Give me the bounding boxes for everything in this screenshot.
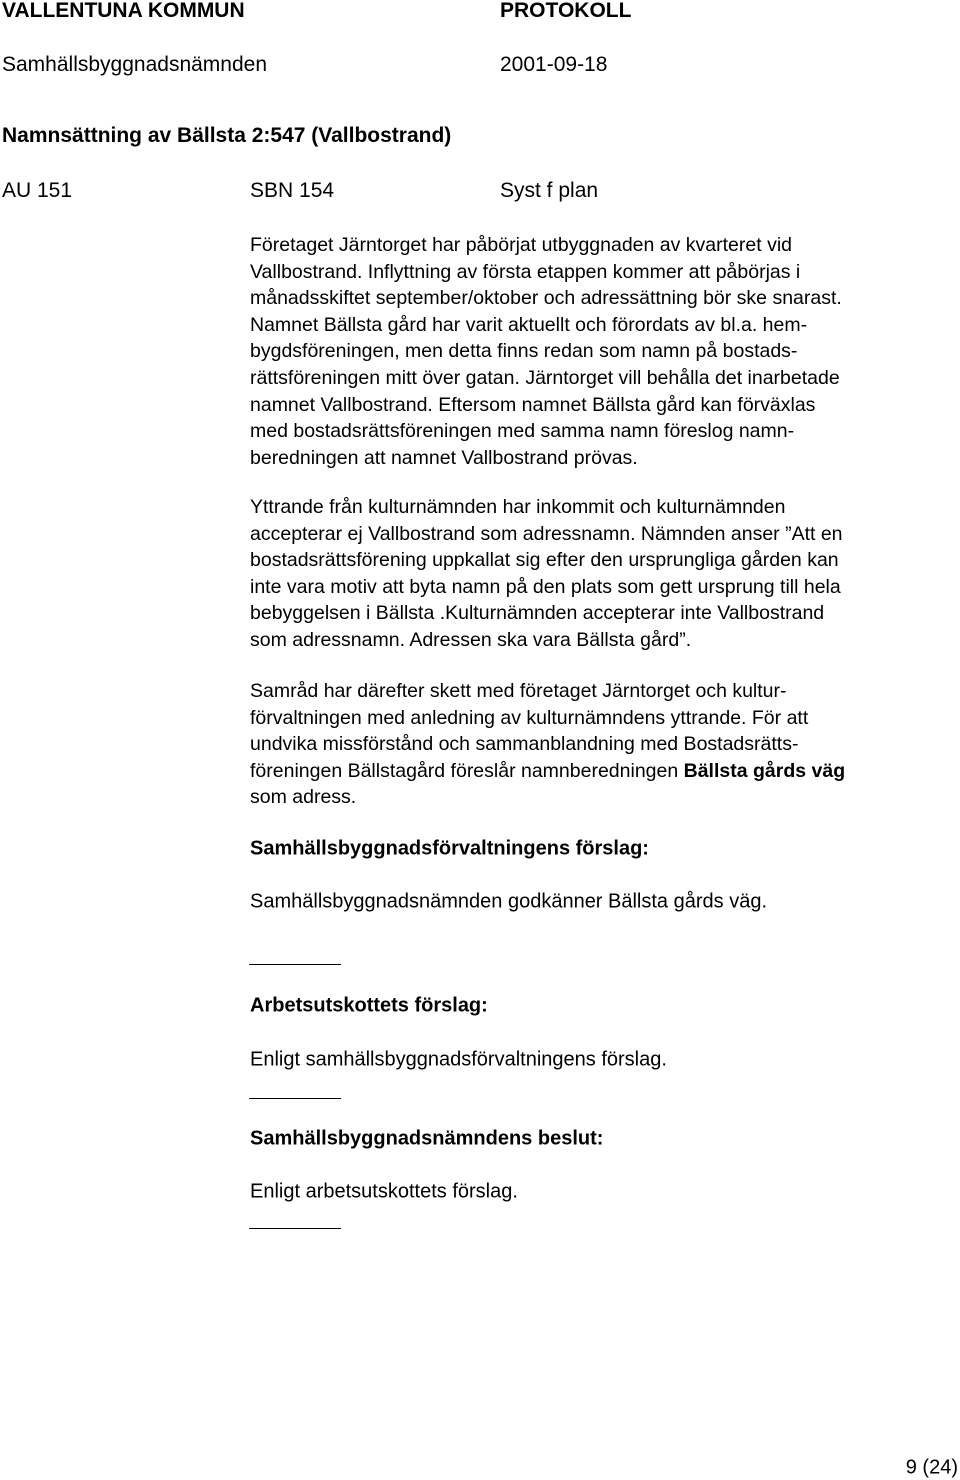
reference-unit: Syst f plan <box>500 179 599 202</box>
meeting-date: 2001-09-18 <box>500 53 608 76</box>
section-text-working-committee: Enligt samhällsbyggnadsförvaltningens förslag. <box>250 1048 667 1071</box>
text-line: som adressnamn. Adressen ska vara Bällsta gård”. <box>250 628 692 651</box>
divider <box>249 964 341 965</box>
page-number: 9 (24) <box>905 1456 958 1479</box>
document-type: PROTOKOLL <box>500 0 632 22</box>
section-heading-decision: Samhällsbyggnadsnämndens beslut: <box>250 1127 604 1150</box>
text-line: rättsföreningen mitt över gatan. Järntorget vill behålla det inarbetade <box>250 366 840 389</box>
text-line: bebyggelsen i Bällsta .Kulturnämnden accepterar inte Vallbostrand <box>250 602 825 625</box>
text-line <box>250 758 958 785</box>
text-line: accepterar ej Vallbostrand som adressnamn. Nämnden anser ”Att en <box>250 522 843 545</box>
divider <box>249 1228 341 1229</box>
text-line: månadsskiftet september/oktober och adressättning bör ske snarast. <box>250 287 842 310</box>
section-heading-working-committee: Arbetsutskottets förslag: <box>250 994 488 1017</box>
board-name: Samhällsbyggnadsnämnden <box>2 53 268 76</box>
text-line: Samråd har därefter skett med företaget Järntorget och kultur- <box>250 680 787 702</box>
paragraph-consultation <box>250 678 958 811</box>
text-line: Yttrande från kulturnämnden har inkommit och kulturnämnden <box>250 496 786 518</box>
proposed-name: Bällsta gårds väg <box>683 759 846 782</box>
text-line: Namnet Bällsta gård har varit aktuellt och förordats av bl.a. hem- <box>250 313 808 336</box>
text-line: bygdsföreningen, men detta finns redan som namn på bostads- <box>250 340 798 363</box>
text-line: Vallbostrand. Inflyttning av första etappen kommer att påbörjas i <box>250 260 801 283</box>
text-line: bostadsrättsförening uppkallat sig efter den ursprungliga gården kan <box>250 549 839 572</box>
text-line: namnet Vallbostrand. Eftersom namnet Bällsta gård kan förväxlas <box>250 393 816 416</box>
text-line: förvaltningen med anledning av kulturnämndens yttrande. För att <box>250 706 809 729</box>
text-line: som adress. <box>250 786 357 809</box>
reference-au: AU 151 <box>2 179 73 202</box>
paragraph-culture-board <box>250 494 958 654</box>
text-line: Företaget Järntorget har påbörjat utbyggnaden av kvarteret vid <box>250 234 792 256</box>
text-line: undvika missförstånd och sammanblandning med Bostadsrätts- <box>250 733 799 756</box>
text-line: med bostadsrättsföreningen med samma namn föreslog namn- <box>250 420 795 443</box>
text-line-prefix: föreningen Bällstagård föreslår namnberedningen <box>250 759 684 782</box>
page-title: Namnsättning av Bällsta 2:547 (Vallbostrand) <box>2 124 452 147</box>
text-line: beredningen att namnet Vallbostrand prövas. <box>250 446 638 469</box>
section-text-administration: Samhällsbyggnadsnämnden godkänner Bällsta gårds väg. <box>250 890 768 913</box>
section-text-decision: Enligt arbetsutskottets förslag. <box>250 1180 518 1203</box>
text-line: inte vara motiv att byta namn på den plats som gett ursprung till hela <box>250 575 841 598</box>
paragraph-background <box>250 232 958 471</box>
divider <box>249 1098 341 1099</box>
section-heading-administration: Samhällsbyggnadsförvaltningens förslag: <box>250 837 649 860</box>
organization-name: VALLENTUNA KOMMUN <box>2 0 245 22</box>
reference-sbn: SBN 154 <box>250 179 335 202</box>
